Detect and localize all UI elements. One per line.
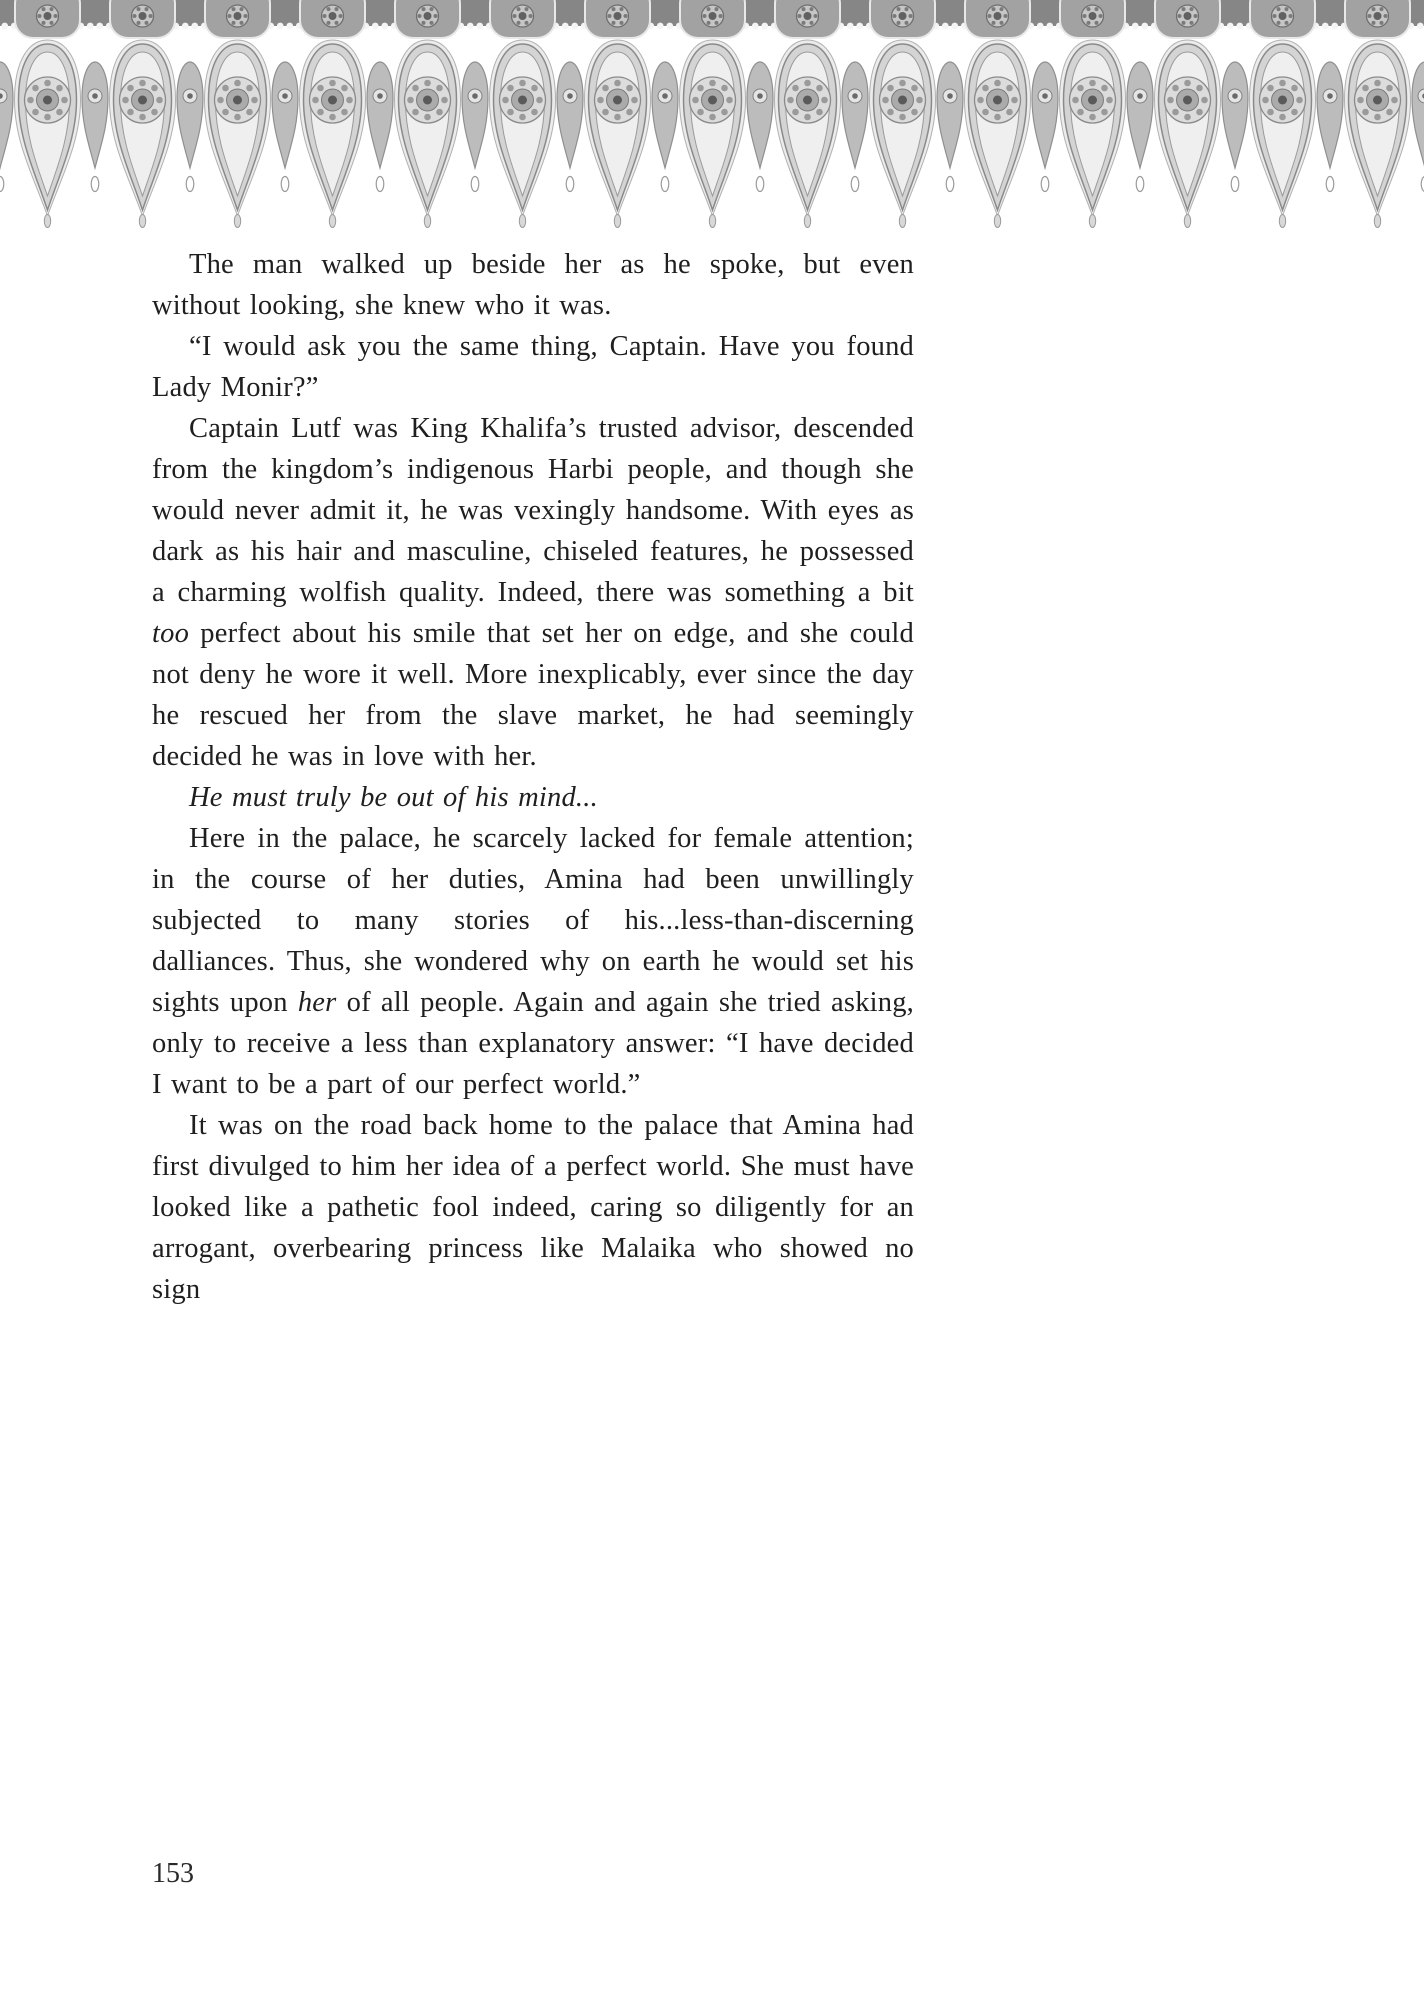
text-segment: Here in the palace, he scarcely lacked for female attention; in the course of her duties, Amina had been unwillingly subjected to many stories of his...less-than-discerning dalliances. Thus, she wondered why on earth he would set his sights upon [152, 823, 914, 1018]
paragraph [152, 1105, 914, 1310]
text-segment: “I would ask you the same thing, Captain. Have you found Lady Monir?” [152, 331, 914, 403]
paragraph [152, 777, 914, 818]
text-segment: The man walked up beside her as he spoke, but even without looking, she knew who it was. [152, 249, 914, 321]
italic-text-segment: her [297, 987, 337, 1018]
italic-text-segment: too [152, 618, 190, 649]
page-number: 153 [152, 1858, 194, 1889]
text-segment: perfect about his smile that set her on edge, and she could not deny he wore it well. More inexplicably, ever since the day he rescued her from the slave market, he had seemingly decided he was in love with her. [152, 618, 914, 772]
italic-text-segment: He must truly be out of his mind... [189, 782, 598, 813]
paragraph [152, 326, 914, 408]
body-text [152, 244, 914, 1310]
text-segment: Captain Lutf was King Khalifa’s trusted advisor, descended from the kingdom’s indigenous Harbi people, and though she would never admit it, he was vexingly handsome. With eyes as dark as his hair and masculine, chiseled features, he possessed a charming wolfish quality. Indeed, there was something a bit [152, 413, 914, 608]
paragraph [152, 408, 914, 777]
text-segment: of all people. Again and again she tried asking, only to receive a less than explanatory answer: “I have decided I want to be a part of our perfect world.” [152, 987, 914, 1100]
ornamental-border [0, 0, 1424, 232]
paragraph [152, 244, 914, 326]
ornament-pattern-svg [0, 0, 1424, 232]
paragraph [152, 818, 914, 1105]
text-segment: It was on the road back home to the palace that Amina had first divulged to him her idea of a perfect world. She must have looked like a pathetic fool indeed, caring so diligently for an arrogant, overbearing princess like Malaika who showed no sign [152, 1110, 914, 1305]
